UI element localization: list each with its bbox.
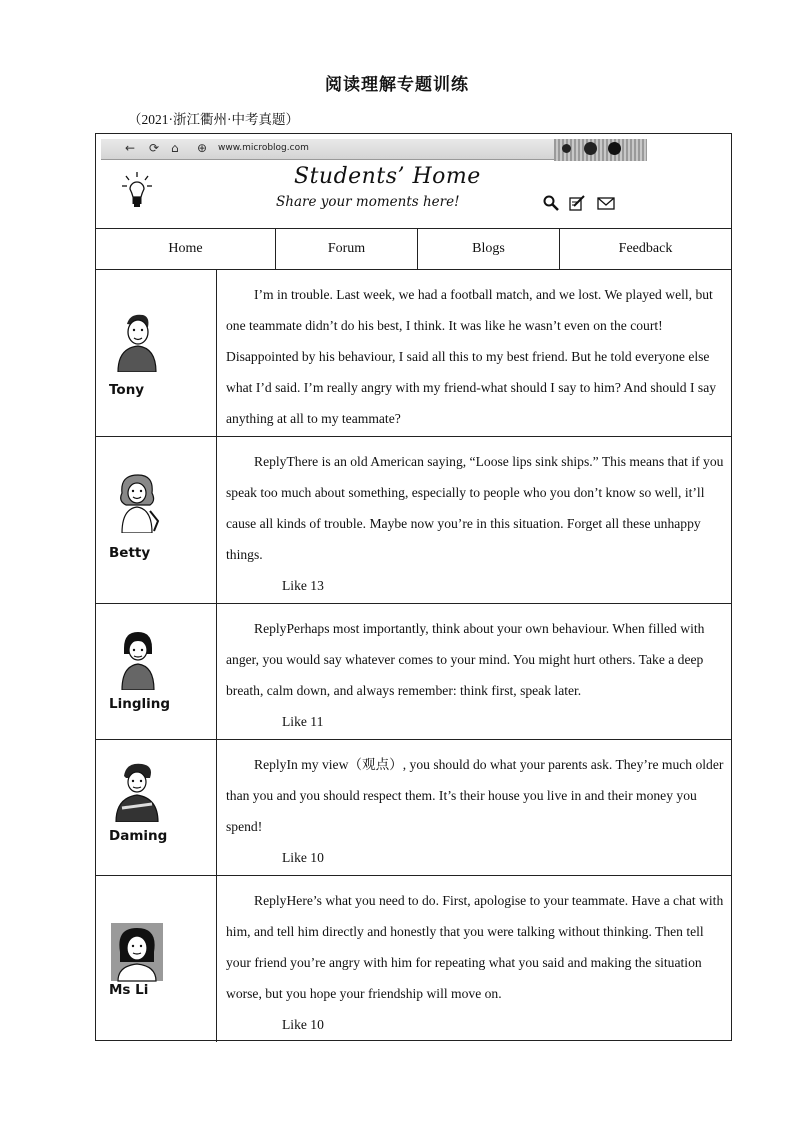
nav-feedback[interactable]: Feedback bbox=[618, 241, 673, 256]
source-label: （2021·浙江衢州·中考真题） bbox=[128, 112, 299, 127]
avatar-betty bbox=[110, 471, 164, 533]
browser-toolbar-icons bbox=[554, 139, 647, 161]
avatar-cell bbox=[96, 604, 217, 739]
post-row bbox=[96, 270, 731, 437]
avatar-lingling bbox=[110, 628, 164, 690]
mail-icon[interactable] bbox=[596, 194, 616, 212]
user-name: Daming bbox=[109, 828, 168, 844]
avatar-cell bbox=[96, 270, 217, 436]
user-name: Tony bbox=[109, 382, 145, 398]
post-text-cell bbox=[226, 279, 724, 434]
site-title: Students’ Home bbox=[294, 164, 481, 189]
lightbulb-icon bbox=[120, 170, 154, 210]
home-icon[interactable]: ⌂ bbox=[171, 141, 179, 155]
post-text: ReplyIn my view（观点）, you should do what your parents ask. They’re much older than you and you should respect them. It’s their house you live in and their money you spend! bbox=[226, 757, 724, 834]
post-text: ReplyPerhaps most importantly, think about your own behaviour. When filled with anger, you would say whatever comes to your mind. You might hurt others. Take a deep breath, calm down, and always remember: think first, speak later. bbox=[226, 621, 705, 698]
page-title: 阅读理解专题训练 bbox=[325, 75, 469, 95]
like-count[interactable]: Like 10 bbox=[282, 1017, 324, 1032]
site-nav bbox=[96, 228, 731, 270]
user-name: Ms Li bbox=[109, 982, 149, 998]
avatar-tony bbox=[110, 310, 164, 372]
avatar-cell bbox=[96, 876, 217, 1042]
globe-icon: ⊕ bbox=[197, 141, 208, 155]
nav-blogs[interactable]: Blogs bbox=[418, 228, 560, 269]
back-icon[interactable]: ← bbox=[125, 141, 136, 155]
post-text-cell bbox=[226, 613, 724, 737]
post-row bbox=[96, 604, 731, 740]
like-count[interactable]: Like 11 bbox=[282, 714, 324, 729]
user-name: Lingling bbox=[109, 696, 171, 712]
like-count[interactable]: Like 13 bbox=[282, 578, 324, 593]
avatar-cell bbox=[96, 437, 217, 603]
post-row bbox=[96, 437, 731, 604]
post-text-cell bbox=[226, 446, 724, 601]
site-header bbox=[96, 134, 731, 229]
refresh-icon[interactable]: ⟳ bbox=[149, 141, 160, 155]
post-text: ReplyHere’s what you need to do. First, apologise to your teammate. Have a chat with him, and tell him directly and honestly that you were talking without thinking. Then tell your friend you’re angry with him for repeating what you said and making the situation worse, but you hope your friendship will move on. bbox=[226, 893, 724, 1001]
user-name: Betty bbox=[109, 545, 151, 561]
microblog-frame bbox=[95, 133, 732, 1041]
edit-icon[interactable] bbox=[568, 194, 586, 212]
nav-home[interactable]: Home bbox=[96, 228, 276, 269]
site-subtitle: Share your moments here! bbox=[276, 194, 460, 210]
url-text[interactable]: www.microblog.com bbox=[218, 143, 309, 153]
post-text-cell bbox=[226, 885, 724, 1040]
post-text-cell bbox=[226, 749, 724, 873]
nav-forum[interactable]: Forum bbox=[276, 228, 418, 269]
post-text: ReplyThere is an old American saying, “Loose lips sink ships.” This means that if you speak too much about something, especially to people who you don’t know so well, it’ll cause all kinds of trouble. Maybe now you’re in this situation. Forget all these unhappy things. bbox=[226, 454, 724, 562]
post-row bbox=[96, 876, 731, 1042]
search-icon[interactable] bbox=[542, 194, 560, 212]
avatar-cell bbox=[96, 740, 217, 875]
post-row bbox=[96, 740, 731, 876]
like-count[interactable]: Like 10 bbox=[282, 850, 324, 865]
post-text: I’m in trouble. Last week, we had a football match, and we lost. We played well, but one teammate didn’t do his best, I think. It was like he wasn’t even on the court! Disappointed by his behaviour, I said all this to my best friend. But he told everyone else what I’d said. I’m really angry with my friend-what should I say to him? And should I say anything at all to my teammate? bbox=[226, 287, 717, 426]
avatar-daming bbox=[110, 760, 164, 822]
avatar-ms-li bbox=[110, 922, 164, 984]
